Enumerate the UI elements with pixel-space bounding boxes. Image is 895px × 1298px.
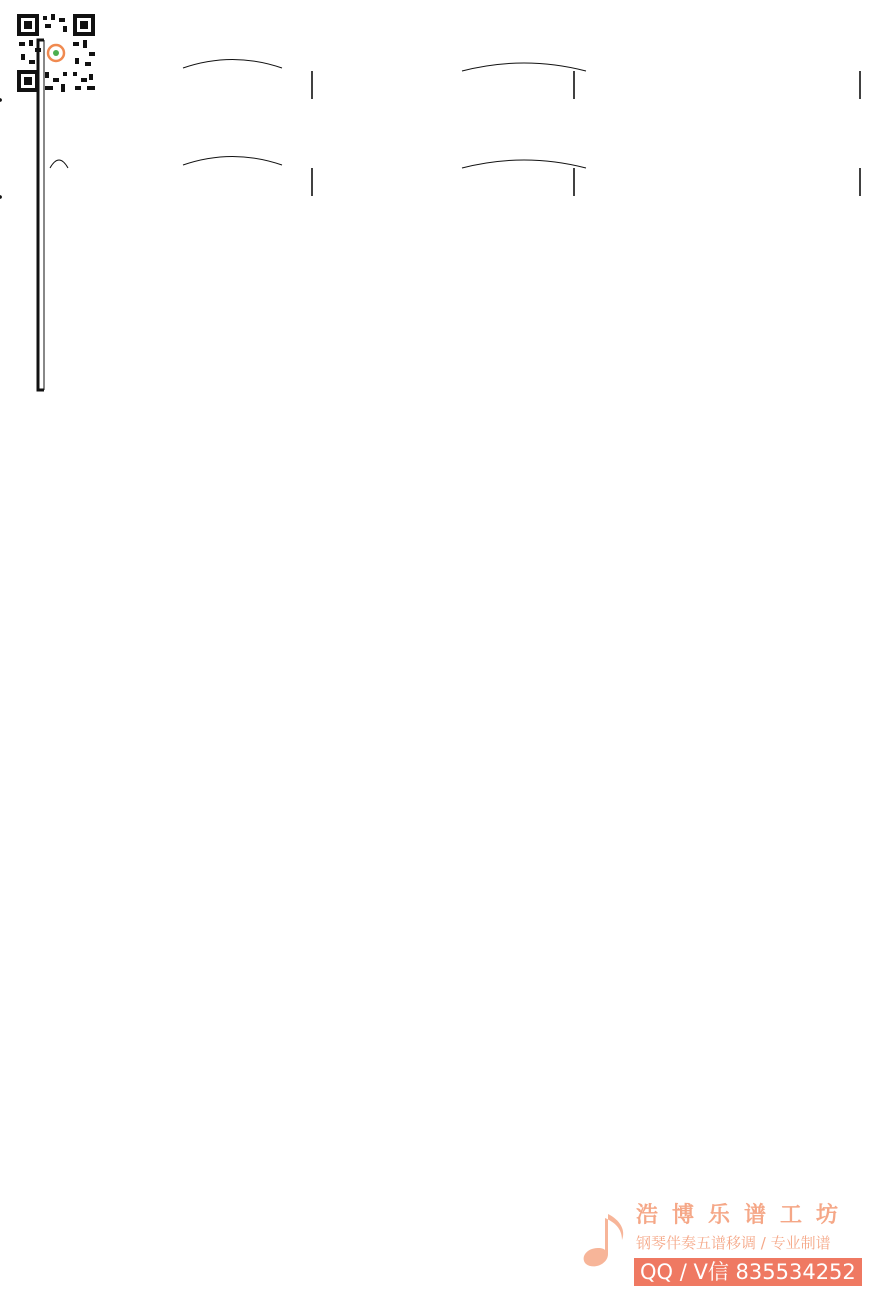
tie-slur (462, 160, 586, 168)
low-octave-dot (0, 195, 2, 199)
watermark-title: 浩博乐谱工坊 (636, 1203, 853, 1228)
tie-slur (50, 160, 68, 168)
system-bracket (38, 40, 44, 390)
watermark-subtitle: 钢琴伴奏五谱移调 / 专业制谱 (636, 1234, 831, 1252)
tie-slur (462, 63, 586, 71)
music-note-logo-icon (570, 1208, 630, 1278)
watermark (566, 1196, 886, 1292)
tuplet-slur (183, 60, 282, 69)
watermark-contact: QQ / V信 835534252 (634, 1258, 862, 1286)
tuplet-slur (183, 157, 282, 166)
low-octave-dot (0, 98, 2, 102)
